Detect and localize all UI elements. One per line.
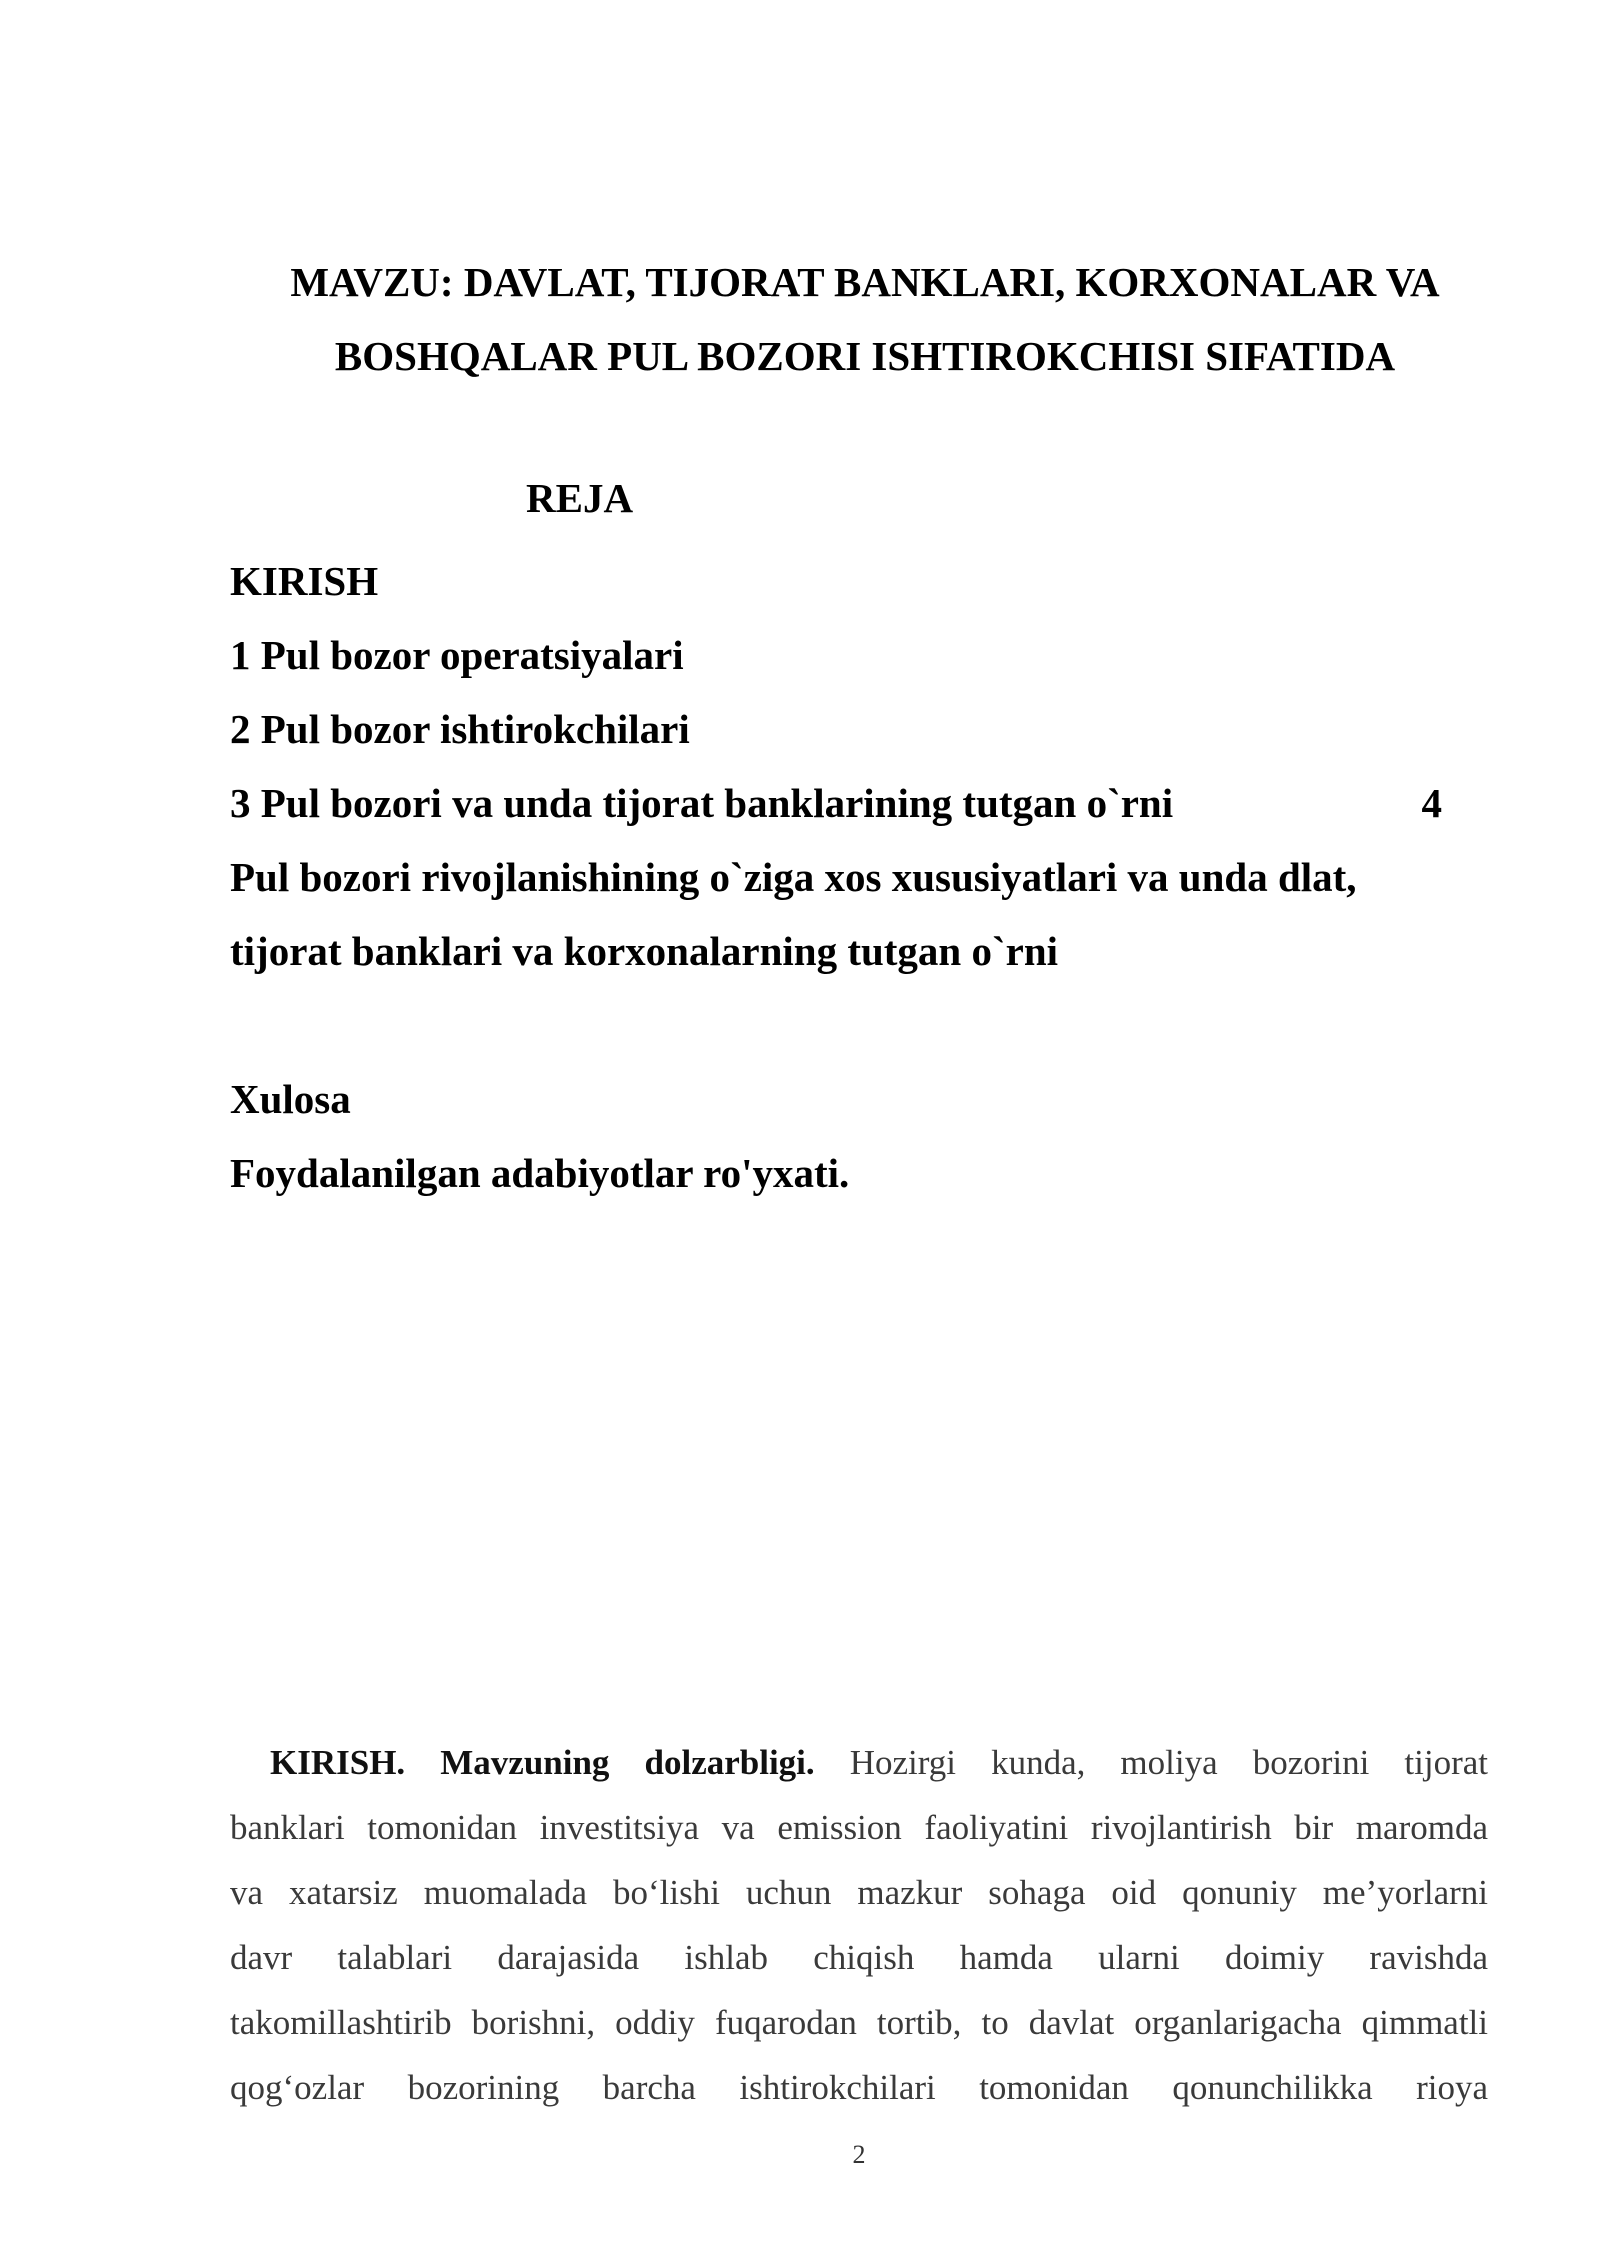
intro-line-1 [230,1730,1488,1795]
plan-item-4-line-1: Pul bozori rivojlanishining o`ziga xos xususiyatlari va unda dlat, [230,854,1357,900]
plan-item-3-row [230,766,1442,840]
plan-item-conclusion: Xulosa [230,1076,351,1122]
intro-line-2: banklari tomonidan investitsiya va emission faoliyatini rivojlantirish bir maromda [230,1808,1488,1847]
intro-line-4: davr talablari darajasida ishlab chiqish hamda ularni doimiy ravishda [230,1938,1488,1977]
plan-item-4-line-2: tijorat banklari va korxonalarning tutgan o`rni [230,928,1059,974]
plan-item-3: 3 Pul bozori va unda tijorat banklarining tutgan o`rni [230,780,1174,826]
plan-item-introduction: KIRISH [230,558,379,604]
title-line-1: MAVZU: DAVLAT, TIJORAT BANKLARI, KORXONALAR VA [290,259,1440,305]
document-title [230,245,1500,393]
introduction-paragraph [230,1730,1488,2120]
plan-spacer [230,988,1442,1062]
plan-item-1: 1 Pul bozor operatsiyalari [230,632,684,678]
intro-line-6: qog‘ozlar bozorining barcha ishtirokchilari tomonidan qonunchilikka rioya [230,2068,1488,2107]
title-line-2: BOSHQALAR PUL BOZORI ISHTIROKCHISI SIFATIDA [334,333,1396,379]
intro-lead-bold: KIRISH. Mavzuning dolzarbligi. [270,1743,815,1782]
plan-item-references: Foydalanilgan adabiyotlar ro'yxati. [230,1150,850,1196]
intro-line-5: takomillashtirib borishni, oddiy fuqarodan tortib, to davlat organlarigacha qimmatli [230,2003,1488,2042]
intro-line-3: va xatarsiz muomalada bo‘lishi uchun mazkur sohaga oid qonuniy me’yorlarni [230,1873,1488,1912]
page-number: 2 [852,2140,866,2169]
plan-heading: REJA [526,475,634,521]
intro-line-1-text: Hozirgi kunda, moliya bozorini tijorat [849,1743,1489,1782]
plan-item-2: 2 Pul bozor ishtirokchilari [230,706,690,752]
plan-list [230,544,1442,1210]
plan-item-4-number: 4 [1421,780,1442,826]
